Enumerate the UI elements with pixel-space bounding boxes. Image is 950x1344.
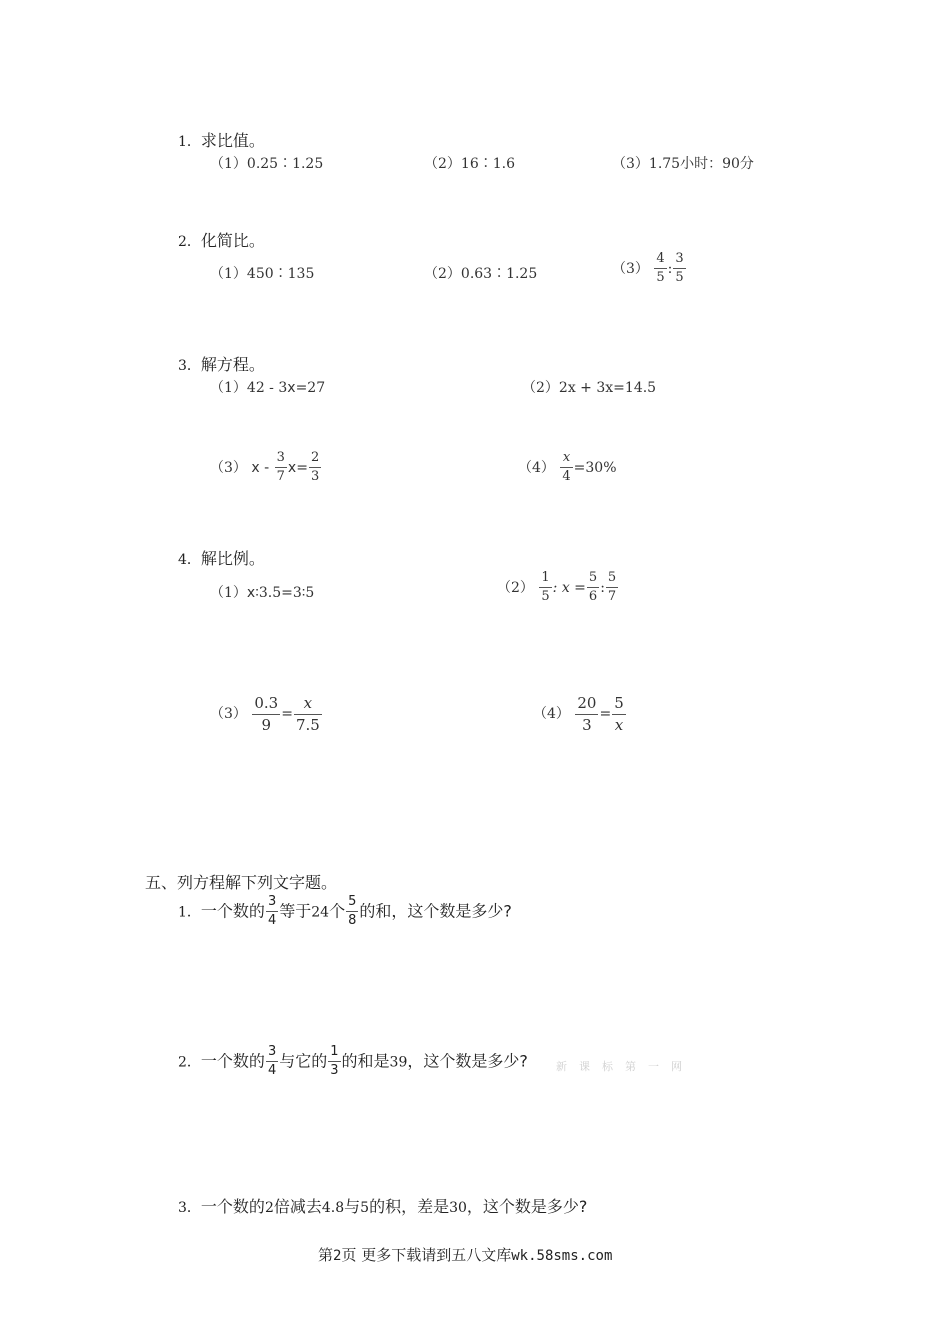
fraction <box>266 1045 278 1079</box>
numerator: 0.3 <box>252 695 280 715</box>
footer-text: 第 <box>318 1246 334 1264</box>
denominator: 3 <box>330 1063 339 1079</box>
expr-part: =30% <box>573 459 617 476</box>
numerator: 4 <box>654 252 666 269</box>
numerator: 5 <box>612 695 626 715</box>
text-part: 与它的 <box>279 1051 328 1071</box>
fraction <box>346 895 358 929</box>
denominator: 3 <box>582 715 592 734</box>
fraction <box>654 252 666 286</box>
item-label: （2） <box>522 380 559 396</box>
numerator: 1 <box>539 571 551 588</box>
fraction <box>328 1045 340 1079</box>
item-label: （4） <box>518 459 555 476</box>
numerator: 5 <box>587 571 599 588</box>
text-part: ，这个数是多少? <box>407 1051 528 1071</box>
variable-x: x <box>287 380 296 396</box>
item-label: （1） <box>210 585 247 601</box>
text-part: 倍减去 <box>273 1197 322 1216</box>
fraction <box>560 451 572 485</box>
q4-item-4 <box>533 695 627 733</box>
question-number: 1． <box>178 134 201 150</box>
q1-item-1: （1）0.25∶1.25 <box>210 156 324 172</box>
question-number: 3． <box>178 358 201 374</box>
ratio-colon: : <box>600 579 605 596</box>
q2-item-3 <box>612 252 687 286</box>
text-part: 个 <box>329 901 346 921</box>
fraction <box>294 695 322 733</box>
text-part: 一个数的 <box>200 1197 265 1216</box>
number: 30 <box>449 1200 467 1216</box>
fraction <box>575 695 598 733</box>
item-label: （2） <box>497 579 534 596</box>
q4-item-3 <box>210 695 323 733</box>
item-label: （3） <box>210 706 247 722</box>
text-part: 一个数的 <box>200 901 265 921</box>
item-label: （1） <box>210 380 247 396</box>
numerator: 3 <box>266 895 278 912</box>
text-part: 的和，这个数是多少? <box>359 901 512 921</box>
ratio-colon: : <box>667 260 673 277</box>
fraction <box>606 571 618 605</box>
q3-item-4 <box>518 451 617 485</box>
page-number: 2 <box>333 1248 342 1264</box>
text-part: 的和是 <box>341 1051 390 1071</box>
question-title: 化简比。 <box>200 231 265 250</box>
separator: ： <box>708 156 723 172</box>
q1-item-3 <box>612 153 754 173</box>
numerator: 3 <box>266 1045 278 1062</box>
item-label: （3） <box>210 459 247 476</box>
fraction <box>587 571 599 605</box>
question-title: 求比值。 <box>200 131 265 150</box>
expr-part: 42 - 3 <box>246 380 288 396</box>
number: 24 <box>311 904 330 921</box>
fraction <box>539 571 551 605</box>
denominator: 4 <box>267 1063 277 1079</box>
section-5-title: 五、列方程解下列文字题。 <box>145 873 338 892</box>
text-part: 等于 <box>279 901 312 921</box>
expr-part: 2x <box>558 380 576 396</box>
variable-x: x <box>246 585 256 601</box>
denominator: 6 <box>588 589 598 605</box>
watermark: 新课标第一网 <box>556 1060 694 1073</box>
denominator: 7 <box>276 469 285 485</box>
numerator: x <box>294 695 322 715</box>
unit-hour: 小时 <box>680 156 709 172</box>
q3-item-2 <box>522 377 656 397</box>
number: 39 <box>389 1054 408 1071</box>
numerator: 5 <box>606 571 618 588</box>
number: 2 <box>264 1200 274 1216</box>
text-part: 与 <box>344 1197 361 1216</box>
minus-sign: - <box>259 459 274 476</box>
text-part: 一个数的 <box>200 1051 265 1071</box>
variable-x: x <box>287 459 297 476</box>
numerator: 3 <box>673 252 685 269</box>
q4-item-2 <box>497 571 619 605</box>
fraction <box>275 451 287 485</box>
numerator: 1 <box>328 1045 340 1062</box>
numerator: 5 <box>346 895 358 912</box>
denominator: 5 <box>541 589 550 605</box>
denominator: 5 <box>675 270 684 286</box>
number: 4.8 <box>321 1200 345 1216</box>
problem-number: 1． <box>178 904 201 921</box>
variable-x: x <box>251 459 260 476</box>
denominator: 7.5 <box>295 715 320 734</box>
equals-sign: = <box>599 706 612 722</box>
fraction <box>266 895 278 929</box>
footer-site-link[interactable]: wk.58sms.com <box>511 1248 613 1264</box>
denominator: 3 <box>310 469 320 485</box>
fraction <box>309 451 321 485</box>
q3-item-3 <box>210 451 322 485</box>
plus-sign: + <box>575 380 597 396</box>
q1-item-2: （2）16∶1.6 <box>424 156 515 172</box>
question-4-heading <box>178 546 265 569</box>
footer-text: 页 更多下载请到五八文库 <box>341 1246 512 1264</box>
fraction <box>673 252 685 286</box>
denominator: 7 <box>607 589 617 605</box>
q1-item-3-value: （3）1.75 <box>612 156 681 172</box>
number: 5 <box>360 1200 370 1216</box>
denominator: 4 <box>267 913 277 929</box>
page-footer <box>318 1244 612 1265</box>
q2-item-2: （2）0.63∶1.25 <box>424 266 538 282</box>
question-number: 2． <box>178 234 201 250</box>
problem-number: 2． <box>178 1054 201 1071</box>
question-title: 解方程。 <box>200 355 265 374</box>
word-problem-2 <box>178 1045 528 1079</box>
equals-sign: = <box>296 459 308 476</box>
numerator: 3 <box>275 451 287 468</box>
item-label: （3） <box>612 260 649 277</box>
expr-part: =27 <box>295 380 326 396</box>
value-90: 90 <box>722 156 740 172</box>
numerator: x <box>560 451 572 468</box>
denominator: 5 <box>656 270 665 286</box>
denominator: x <box>614 715 624 734</box>
problem-number: 3． <box>178 1200 201 1216</box>
q3-item-1 <box>210 377 325 397</box>
expr-part: ∶3.5=3∶5 <box>255 585 315 601</box>
fraction <box>612 695 626 733</box>
word-problem-3 <box>178 1194 587 1217</box>
numerator: 2 <box>309 451 321 468</box>
unit-minute: 分 <box>739 156 754 172</box>
expr-part: 3x=14.5 <box>596 380 657 396</box>
q2-item-1: （1）450∶135 <box>210 266 315 282</box>
text-part: ，这个数是多少? <box>466 1197 588 1216</box>
denominator: 9 <box>261 715 272 734</box>
word-problem-1 <box>178 895 512 929</box>
text-part: 的积，差是 <box>369 1197 450 1216</box>
q4-item-1 <box>210 582 314 602</box>
question-1-heading <box>178 128 265 151</box>
expr-part: : x = <box>552 579 586 596</box>
denominator: 4 <box>562 469 571 485</box>
question-title: 解比例。 <box>200 549 265 568</box>
item-label: （4） <box>533 706 570 722</box>
question-3-heading <box>178 352 265 375</box>
question-number: 4． <box>178 552 201 568</box>
numerator: 20 <box>575 695 598 715</box>
denominator: 8 <box>348 913 357 929</box>
fraction <box>252 695 280 733</box>
question-2-heading <box>178 228 265 251</box>
equals-sign: = <box>281 706 293 722</box>
